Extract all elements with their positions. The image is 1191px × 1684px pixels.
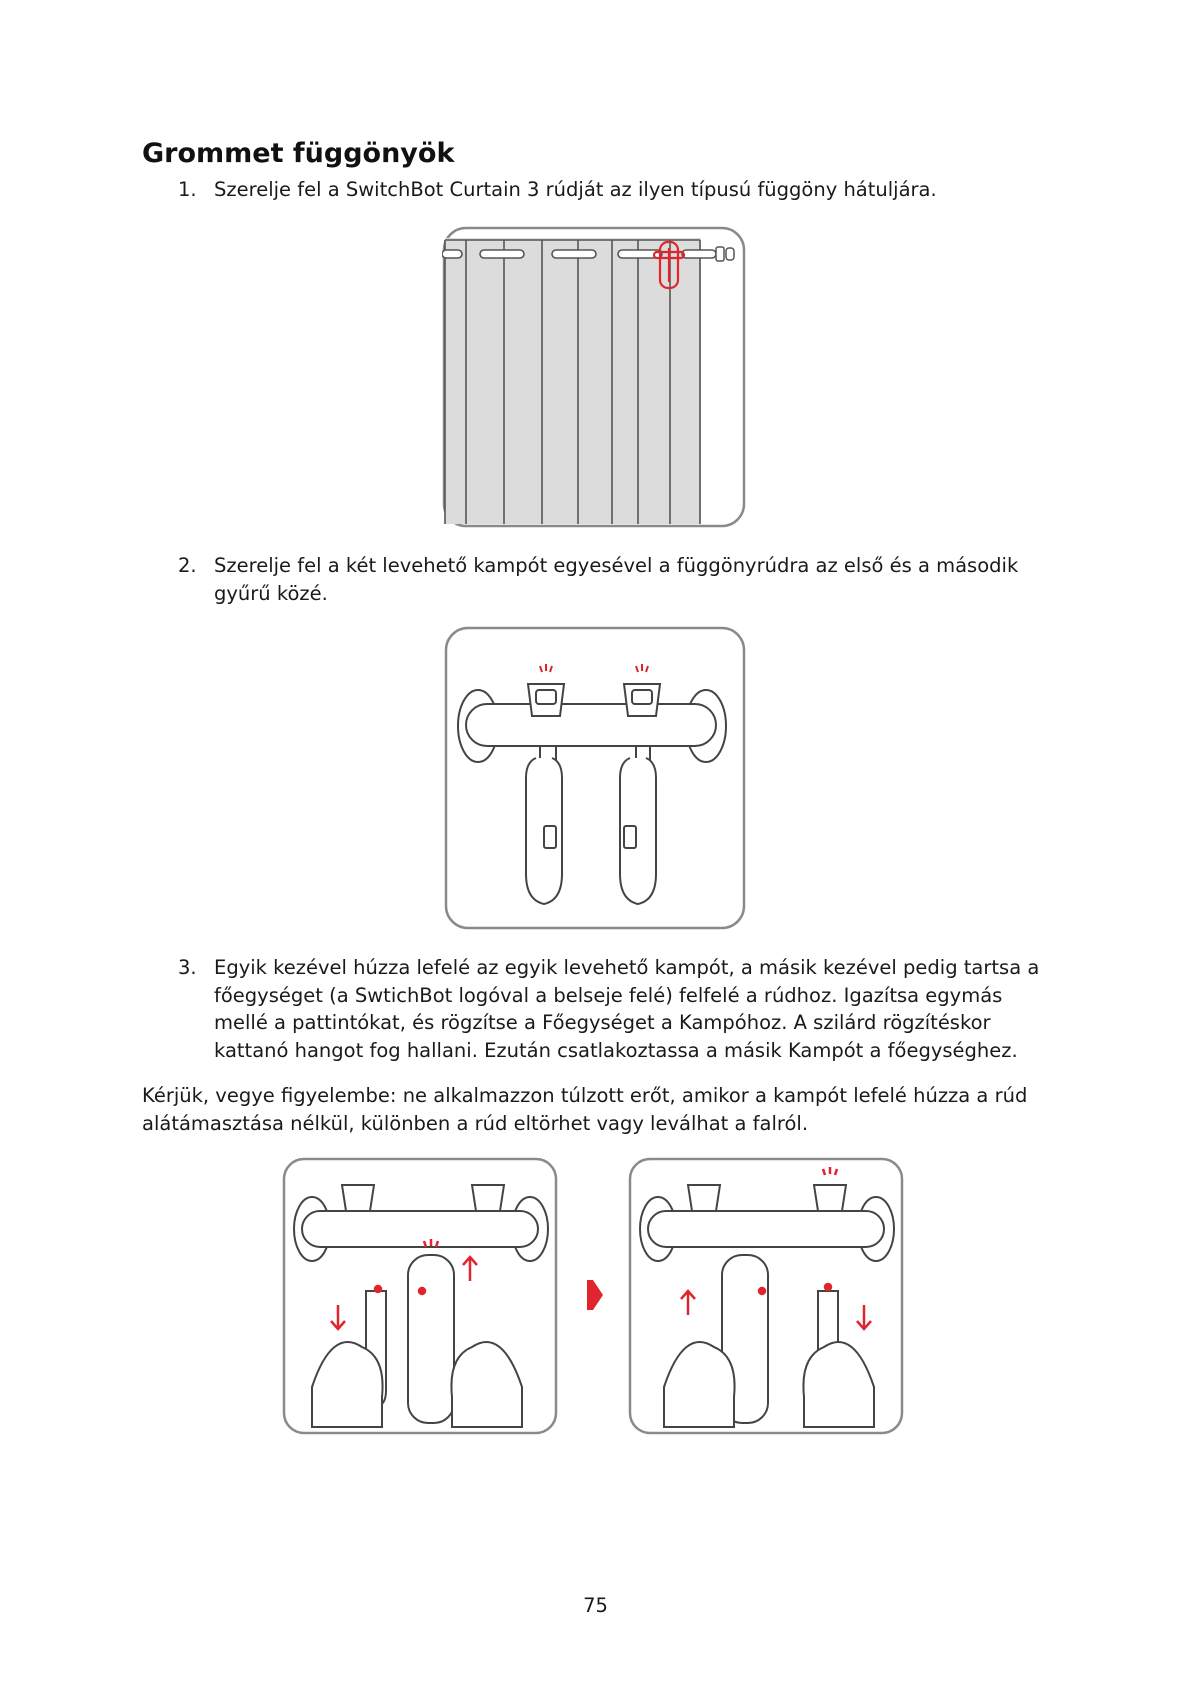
curtain-rod-illustration	[442, 222, 747, 530]
hooks-on-rod-illustration	[444, 626, 746, 930]
step-3	[178, 954, 1058, 1064]
step-1	[178, 176, 1058, 204]
attach-second-hook-illustration	[628, 1157, 904, 1435]
step-number: 1.	[178, 178, 197, 201]
step-text: Egyik kezével húzza lefelé az egyik levehető kampót, a másik kezével pedig tartsa a főegységet (a SwtichBot logóval a belseje felé) felfelé a rúdhoz. Igazítsa egymás mellé a pattintókat, és rögzítse a Főegységet a Kampóhoz. A szilárd rögzítéskor kattanó hangot fog hallani. Ezután csatlakoztassa a másik Kampót a főegységhez.	[214, 956, 1040, 1062]
page-title: Grommet függönyök	[142, 138, 455, 169]
page-number: 75	[583, 1594, 608, 1617]
next-step-arrow-icon	[585, 1278, 605, 1312]
attach-main-unit-illustration	[282, 1157, 558, 1435]
note-text: Kérjük, vegye figyelembe: ne alkalmazzon túlzott erőt, amikor a kampót lefelé húzza a rúd alátámasztása nélkül, különben a rúd eltörhet vagy leválhat a falról.	[142, 1084, 1028, 1135]
step-text: Szerelje fel a SwitchBot Curtain 3 rúdját az ilyen típusú függöny hátuljára.	[214, 178, 937, 201]
step-2	[178, 552, 1058, 607]
hook-icon	[526, 684, 564, 904]
step-number: 2.	[178, 554, 197, 577]
step-number: 3.	[178, 956, 197, 979]
step-text: Szerelje fel a két levehető kampót egyesével a függönyrúdra az első és a második gyűrű közé.	[214, 554, 1019, 605]
